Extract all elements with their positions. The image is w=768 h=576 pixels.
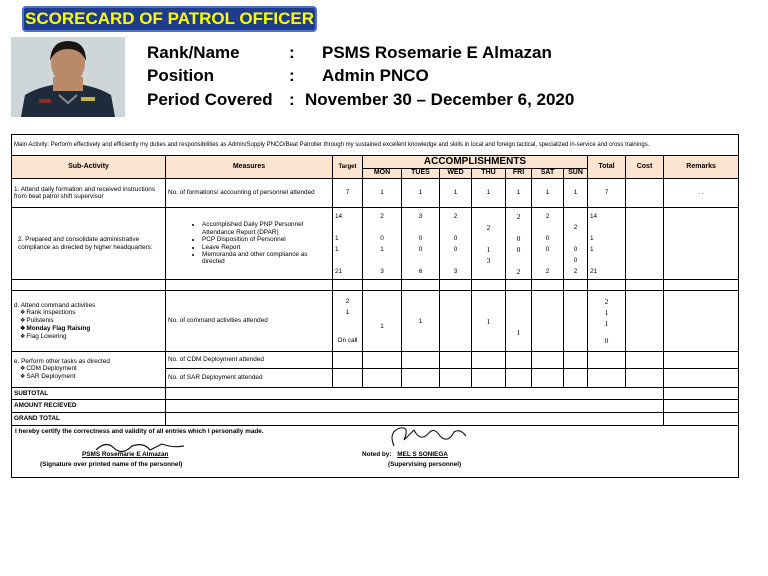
value: 2 [486,222,491,232]
personnel-caption: (Signature over printed name of the personnel) [40,461,183,468]
measure-item: • PCP Disposition of Personnel [202,236,330,243]
supervisor-caption: (Supervising personnel) [388,461,462,468]
value: 0 [545,245,550,253]
value: 1 [516,327,521,337]
value: 2 [604,297,609,306]
colon: : [289,90,295,109]
day-cell [402,291,440,352]
value: 3 [453,267,458,275]
total-cell [588,208,626,280]
value: 2 [545,212,550,220]
remarks-cell [664,208,739,280]
value: 0 [516,244,521,254]
value: 6 [418,267,423,275]
day-cell: 1 [564,179,588,208]
value [404,255,437,266]
rank-name-value: PSMS Rosemarie E Almazan [322,43,552,62]
rank-name-label: Rank/Name [147,43,240,62]
value: 0 [516,233,521,243]
activity-cell: 1. Attend daily formation and received instructions from beat patrol shift supervisor [12,179,166,208]
position-label: Position [147,66,215,85]
value: 2 [573,223,578,231]
sub-item: ❖ Pulistenis [14,317,163,325]
header-cost: Cost [626,156,664,179]
value: 14 [590,212,598,220]
value: 3 [380,267,384,275]
noted-by [362,451,448,458]
amount-received-label: AMOUNT RECIEVED [12,400,166,413]
day-cell [440,208,472,280]
measure-cell: No. of SAR Deployment attended [166,369,333,388]
cost-cell [626,179,664,208]
grand-total-label: GRAND TOTAL [12,413,166,426]
day-header: THU [472,169,506,179]
position-value: Admin PNCO [322,66,429,85]
value: 1 [380,323,384,330]
day-cell: 1 [402,179,440,208]
day-header: SUN [564,169,588,179]
value: 3 [418,212,423,220]
measure-cell [166,208,333,280]
value: 2 [573,267,578,275]
value: On call [337,337,358,344]
sub-item: ❖ Flag Lowering [14,333,163,341]
value [590,255,623,266]
measure-item: • Memoranda and other compliance as directed [202,251,330,266]
value [335,222,360,233]
value [365,255,399,266]
certification-text: I hereby certify the correctness and validity of all entries which I personally made. [15,428,264,435]
target-cell [333,291,363,352]
value: 1 [418,317,423,325]
value: 3 [486,255,491,265]
value [442,255,469,266]
day-cell [532,208,564,280]
day-cell: 1 [472,179,506,208]
value: 0 [573,256,578,264]
value: 14 [335,212,343,220]
total-cell [588,291,626,352]
value [590,222,623,233]
activity-cell [12,291,166,352]
value [534,222,561,233]
table-row [12,291,739,352]
cost-cell [626,291,664,352]
value: 1 [604,319,609,328]
value: 2 [453,212,458,220]
scorecard-table [11,134,739,478]
day-cell [564,291,588,352]
period-label: Period Covered [147,90,273,109]
activity-title: e. Perform other tasks as directed [14,357,110,365]
table-row [12,352,739,369]
day-header: WED [440,169,472,179]
header-remarks: Remarks [664,156,739,179]
value: 2 [545,267,550,275]
supervisor-signature [384,426,474,453]
value: 1 [380,245,384,253]
value: 0 [453,234,458,242]
value: 21 [590,267,598,275]
table-row [12,179,739,208]
value: 0 [418,245,423,253]
value [442,222,469,233]
header-total: Total [588,156,626,179]
sub-item: ❖ SAR Deployment [14,373,163,381]
value: 0 [453,245,458,253]
measure-item: • Leave Report [202,244,330,251]
sub-item: ❖ Rank Inspections [14,309,163,317]
colon: : [289,66,295,85]
noted-by-label: Noted by: [362,451,392,458]
header-accomplishments: ACCOMPLISHMENTS [363,156,588,169]
value: 1 [335,245,339,253]
day-cell [402,208,440,280]
header-measures: Measures [166,156,333,179]
value: 2 [345,298,350,305]
day-header: TUES [402,169,440,179]
measure-item: • Accomplished Daily PNP Personnel Attendance Report (DPAR) [202,221,330,236]
certification-block [12,426,739,478]
activity-cell: 2. Prepared and consolidate administrative compliance as directed by higher headquarters: [12,208,166,280]
value: 0 [418,234,423,242]
value: 1 [590,234,594,242]
value [365,310,399,321]
personnel-name: PSMS Rosemarie E Almazan [82,451,169,458]
scorecard-title: SCORECARD OF PATROL OFFICER [22,6,317,32]
activity-cell [12,352,166,388]
table-row [12,208,739,280]
day-cell [363,291,402,352]
subtotal-label: SUBTOTAL [12,388,166,400]
value: 1 [335,234,339,242]
day-cell: 1 [532,179,564,208]
supervisor-name: MEL S SONIEGA [397,451,448,458]
value: 1 [604,308,609,317]
day-header: FRI [506,169,532,179]
period-value: November 30 – December 6, 2020 [305,90,575,109]
header-target: Target [333,156,363,179]
value: 1 [486,244,491,254]
value: 1 [590,245,594,253]
target-cell: 7 [333,179,363,208]
target-cell [333,208,363,280]
value [365,222,399,233]
sub-item: ❖ CDM Deployment [14,365,163,373]
value: 2 [516,211,521,221]
value: 0 [545,234,550,242]
remarks-cell [664,291,739,352]
value [335,255,360,266]
value [335,318,360,329]
day-cell [472,208,506,280]
measure-cell: No. of formations/ accounting of personnel attended [166,179,333,208]
header-sub-activity: Sub-Activity [12,156,166,179]
day-cell [532,291,564,352]
measure-cell: No. of command activities attended [166,291,333,352]
day-cell [472,291,506,352]
day-cell [564,208,588,280]
day-header: SAT [532,169,564,179]
value: 21 [335,267,343,275]
day-cell [506,291,532,352]
value: 0 [380,234,384,242]
value: 1 [345,309,350,316]
officer-photo [11,37,125,117]
value: 2 [380,212,384,220]
day-cell [506,208,532,280]
value: 2 [516,266,521,276]
measure-cell: No. of CDM Deployment attended [166,352,333,369]
value [534,255,561,266]
value: 0 [573,245,578,253]
day-cell [363,208,402,280]
value: 0 [604,336,609,345]
sub-item: ❖ Monday Flag Raising [14,325,163,333]
colon: : [289,43,295,62]
day-header: MON [363,169,402,179]
day-cell: 1 [363,179,402,208]
day-cell: 1 [440,179,472,208]
day-cell: 1 [506,179,532,208]
value: 1 [486,316,491,326]
remarks-cell: . . [664,179,739,208]
cost-cell [626,208,664,280]
value [404,222,437,233]
day-cell [440,291,472,352]
main-activity: Main Activity: Perform effectively and efficiently my duties and responsibilities as Admin/Supply PNCO/Beat Patroller through my sustained excellent knowledge and skills in local and foreign tactical, specialized in-service and cross trainings. [12,135,739,156]
activity-title: d. Attend command activities [14,301,96,309]
total-cell: 7 [588,179,626,208]
